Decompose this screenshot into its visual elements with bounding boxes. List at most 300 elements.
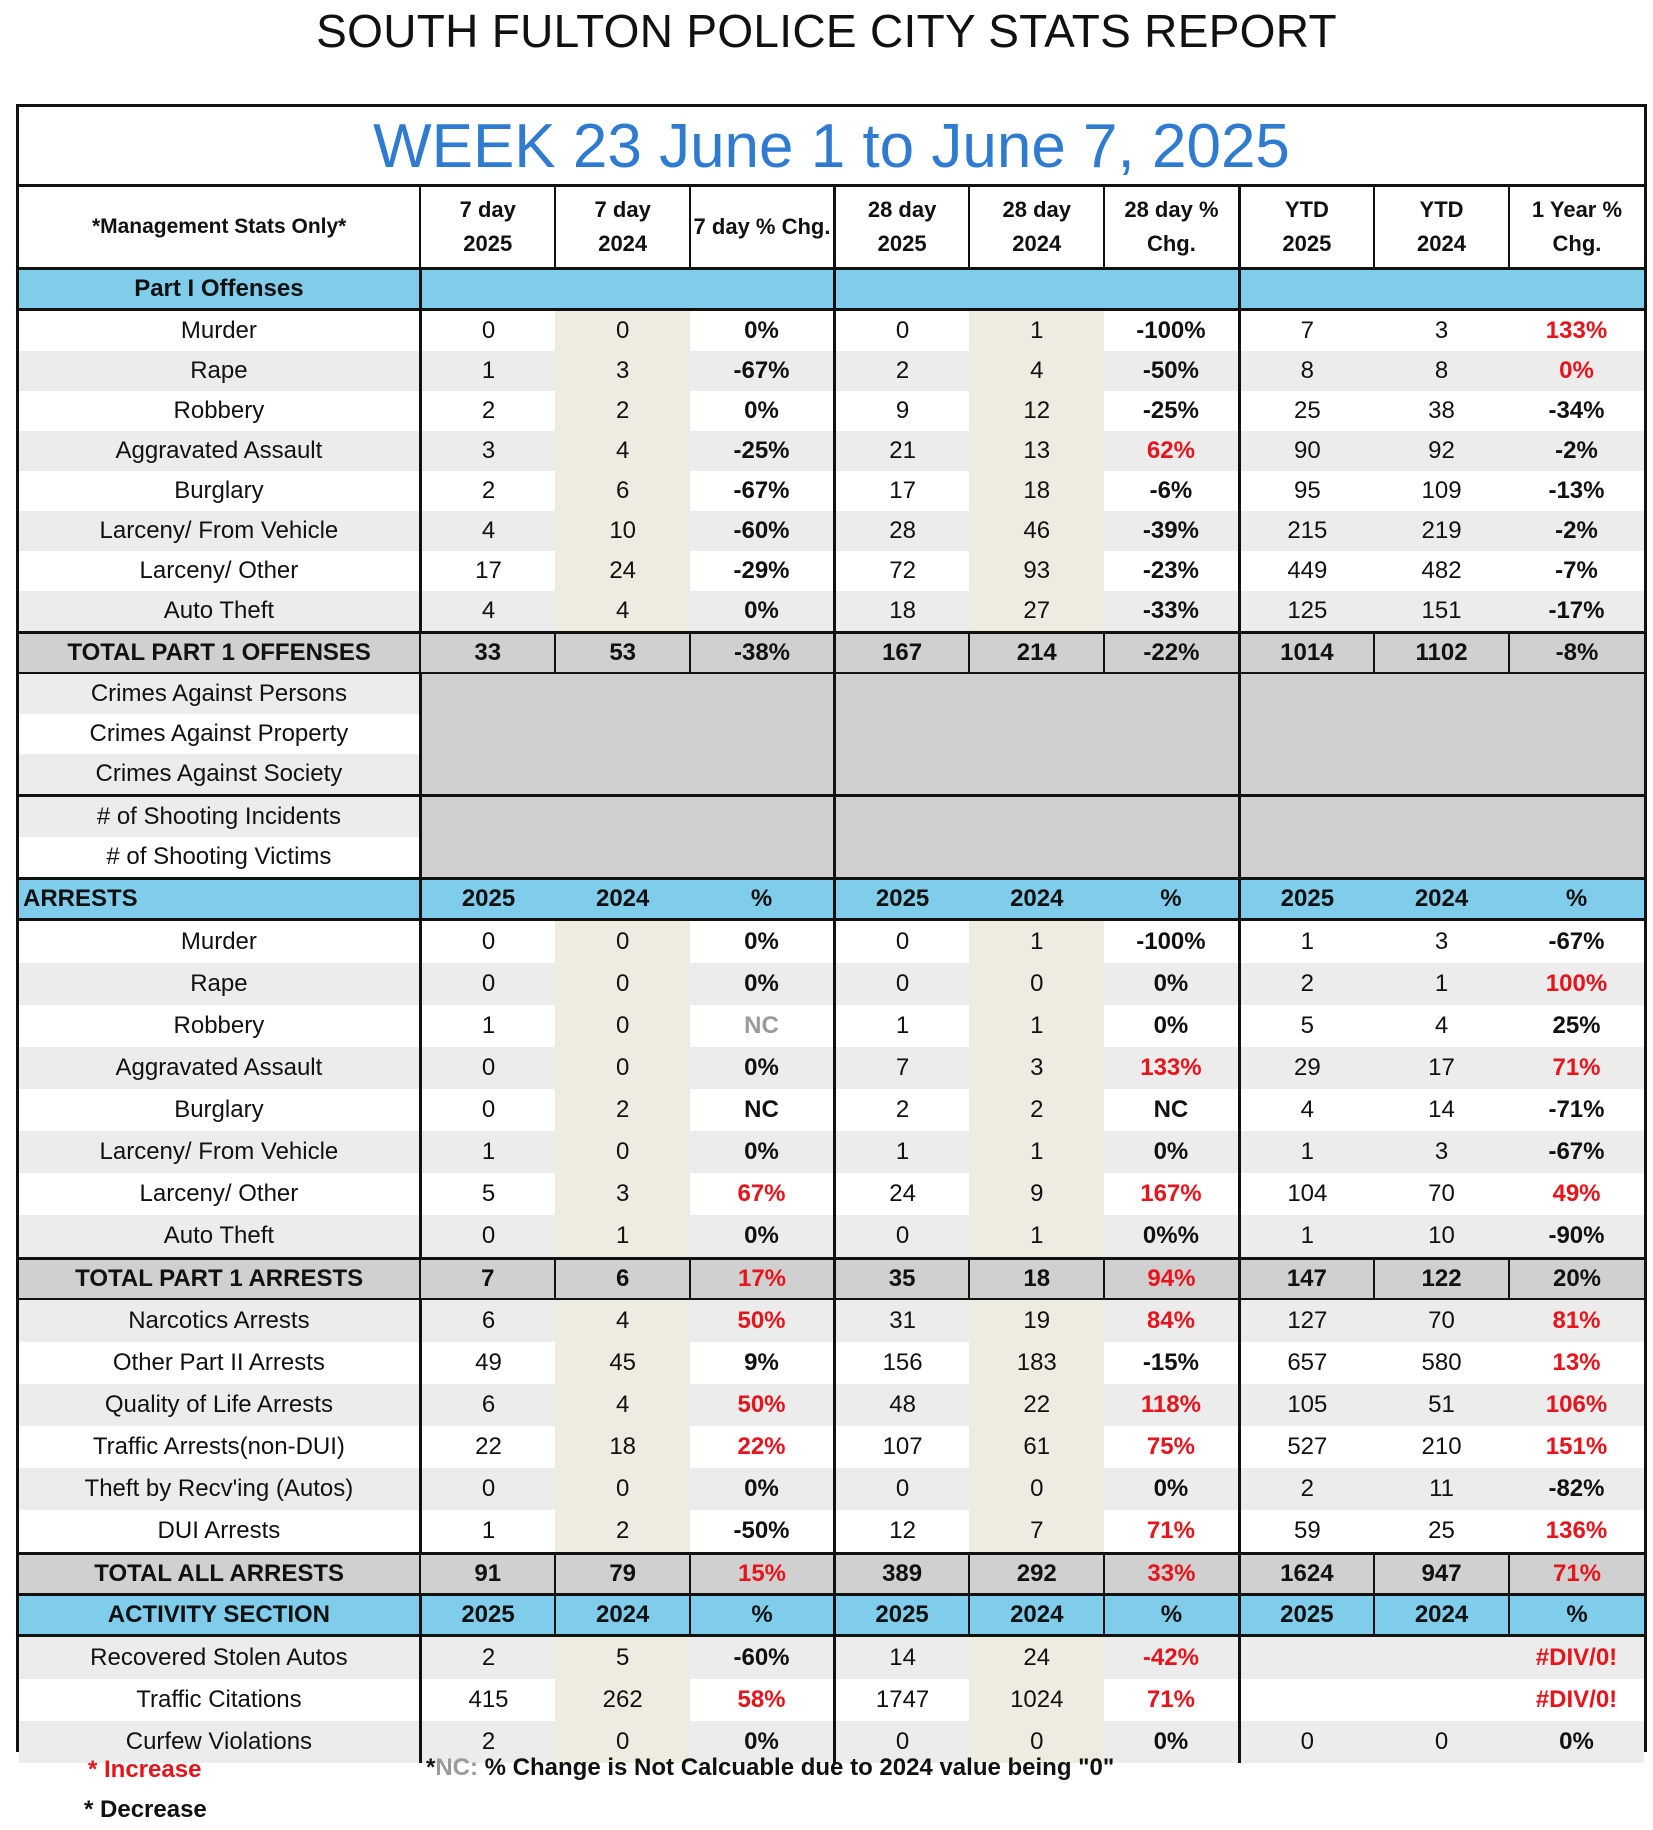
arrest-row-cell: 1 xyxy=(1374,963,1509,1005)
arrests-total-row-cell: 147 xyxy=(1239,1259,1374,1300)
part2-row-cell: 106% xyxy=(1509,1384,1644,1426)
arrest-row-cell: 0% xyxy=(690,920,834,964)
part2-row-cell: 151% xyxy=(1509,1426,1644,1468)
arrest-row xyxy=(19,1173,1644,1215)
offense-row-cell: 38 xyxy=(1374,391,1509,431)
arrest-row-cell: 0% xyxy=(1104,1005,1239,1047)
offense-row-cell: 8 xyxy=(1374,351,1509,391)
offense-row-cell: -2% xyxy=(1509,511,1644,551)
part2-row-cell: 0 xyxy=(834,1468,969,1510)
stats-table xyxy=(19,187,1644,1763)
arrest-row-cell: 14 xyxy=(1374,1089,1509,1131)
all-arrests-total-row-cell: 79 xyxy=(555,1554,690,1595)
offense-row-cell: 1 xyxy=(969,310,1104,352)
part2-row-cell: 0 xyxy=(555,1468,690,1510)
arrest-row-cell: 29 xyxy=(1239,1047,1374,1089)
arrest-row-cell: 1 xyxy=(1239,920,1374,964)
crimes-row xyxy=(19,673,1644,714)
offense-row-cell: -6% xyxy=(1104,471,1239,511)
header-col-line1: YTD xyxy=(1419,197,1464,222)
offense-row-cell: -50% xyxy=(1104,351,1239,391)
arrest-row xyxy=(19,1047,1644,1089)
legend-nc-note xyxy=(426,1754,1114,1782)
offense-row-cell: -7% xyxy=(1509,551,1644,591)
arrest-row-cell: 100% xyxy=(1509,963,1644,1005)
arrest-row-cell: 0%% xyxy=(1104,1215,1239,1259)
offense-row-cell: 4 xyxy=(420,511,555,551)
arrest-row-cell: 5 xyxy=(1239,1005,1374,1047)
part1-header-label: Part I Offenses xyxy=(19,269,420,310)
part1-total-row-cell: -8% xyxy=(1509,633,1644,674)
offense-row-cell: -2% xyxy=(1509,431,1644,471)
arrests-header-col: 2025 xyxy=(1239,879,1374,920)
arrest-row-cell: -100% xyxy=(1104,920,1239,964)
offense-row-cell: 72 xyxy=(834,551,969,591)
offense-row-cell: 10 xyxy=(555,511,690,551)
activity-header-col: 2025 xyxy=(1239,1595,1374,1636)
arrest-row-cell: 49% xyxy=(1509,1173,1644,1215)
activity-row-cell: -42% xyxy=(1104,1636,1239,1680)
part2-row xyxy=(19,1342,1644,1384)
offense-row-cell: 18 xyxy=(834,591,969,633)
offense-row-cell: 125 xyxy=(1239,591,1374,633)
arrest-row-label: Burglary xyxy=(19,1089,420,1131)
arrest-row-cell: 1 xyxy=(969,920,1104,964)
shooting-row xyxy=(19,796,1644,838)
header-col-line1: 1 Year % xyxy=(1531,197,1623,222)
header-col-line2: 2025 xyxy=(463,231,513,256)
offense-row-cell: 17 xyxy=(834,471,969,511)
arrests-total-row xyxy=(19,1259,1644,1300)
arrests-header-col: % xyxy=(690,879,834,920)
offense-row-cell: 21 xyxy=(834,431,969,471)
arrest-row-cell: 4 xyxy=(1239,1089,1374,1131)
shooting-row-label: # of Shooting Incidents xyxy=(19,796,420,838)
arrest-row-cell: 17 xyxy=(1374,1047,1509,1089)
arrest-row-cell: 167% xyxy=(1104,1173,1239,1215)
offense-row-cell: 0% xyxy=(690,591,834,633)
header-col xyxy=(969,187,1104,269)
offense-row-cell: -67% xyxy=(690,471,834,511)
offense-row-cell: 0 xyxy=(834,310,969,352)
offense-row-cell: 219 xyxy=(1374,511,1509,551)
part2-row-cell: 210 xyxy=(1374,1426,1509,1468)
part2-row-cell: 127 xyxy=(1239,1299,1374,1342)
part2-row-cell: 22% xyxy=(690,1426,834,1468)
offense-row-cell: 2 xyxy=(420,471,555,511)
arrest-row xyxy=(19,1215,1644,1259)
header-col-line1: 28 day xyxy=(1002,197,1071,222)
arrest-row-cell: 0 xyxy=(555,1131,690,1173)
activity-row-cell: 0% xyxy=(690,1721,834,1763)
offense-row-cell: -33% xyxy=(1104,591,1239,633)
activity-row-cell: 0 xyxy=(969,1721,1104,1763)
arrest-row-label: Robbery xyxy=(19,1005,420,1047)
arrest-row-cell: 25% xyxy=(1509,1005,1644,1047)
activity-header-col: % xyxy=(1509,1595,1644,1636)
activity-row-cell: 0 xyxy=(555,1721,690,1763)
arrest-row-label: Larceny/ From Vehicle xyxy=(19,1131,420,1173)
arrest-row-cell: 0 xyxy=(555,963,690,1005)
activity-row-cell: 5 xyxy=(555,1636,690,1680)
all-arrests-total-row-cell: 389 xyxy=(834,1554,969,1595)
activity-row-cell: 2 xyxy=(420,1636,555,1680)
all-arrests-total-row-cell: 292 xyxy=(969,1554,1104,1595)
part2-row xyxy=(19,1299,1644,1342)
offense-row-cell: -100% xyxy=(1104,310,1239,352)
arrests-header-col: % xyxy=(1509,879,1644,920)
activity-row-cell: 24 xyxy=(969,1636,1104,1680)
activity-header-col: 2024 xyxy=(969,1595,1104,1636)
header-col-line2: 2024 xyxy=(1417,231,1466,256)
offense-row-cell: 482 xyxy=(1374,551,1509,591)
offense-row xyxy=(19,391,1644,431)
all-arrests-total-row-cell: 33% xyxy=(1104,1554,1239,1595)
activity-header-label: ACTIVITY SECTION xyxy=(19,1595,420,1636)
arrest-row-cell: 0 xyxy=(555,1005,690,1047)
arrest-row-label: Aggravated Assault xyxy=(19,1047,420,1089)
header-col xyxy=(834,187,969,269)
arrests-total-row-cell: 6 xyxy=(555,1259,690,1300)
part2-row-cell: -15% xyxy=(1104,1342,1239,1384)
activity-row-cell: 58% xyxy=(690,1679,834,1721)
arrest-row-cell: 7 xyxy=(834,1047,969,1089)
shooting-row-label: # of Shooting Victims xyxy=(19,837,420,879)
part1-header-col xyxy=(555,269,690,310)
offense-row-label: Auto Theft xyxy=(19,591,420,633)
part1-header-col xyxy=(690,269,834,310)
offense-row-cell: 62% xyxy=(1104,431,1239,471)
arrest-row-cell: 0% xyxy=(690,1047,834,1089)
part1-header-col xyxy=(1239,269,1374,310)
offense-row xyxy=(19,351,1644,391)
stats-table-body xyxy=(19,187,1644,1763)
arrest-row-cell: 133% xyxy=(1104,1047,1239,1089)
part1-total-row-cell: 53 xyxy=(555,633,690,674)
offense-row-cell: -60% xyxy=(690,511,834,551)
header-col xyxy=(555,187,690,269)
arrest-row-cell: 0% xyxy=(1104,1131,1239,1173)
part1-total-row-cell: 33 xyxy=(420,633,555,674)
part2-row-cell: 580 xyxy=(1374,1342,1509,1384)
arrest-row-cell: 0% xyxy=(690,1215,834,1259)
part2-row-cell: 19 xyxy=(969,1299,1104,1342)
part2-row-cell: 11 xyxy=(1374,1468,1509,1510)
header-col xyxy=(1374,187,1509,269)
activity-row-cell: #DIV/0! xyxy=(1509,1636,1644,1680)
all-arrests-total-row xyxy=(19,1554,1644,1595)
arrests-total-row-cell: 35 xyxy=(834,1259,969,1300)
offense-row-cell: 2 xyxy=(555,391,690,431)
activity-row-label: Traffic Citations xyxy=(19,1679,420,1721)
activity-row xyxy=(19,1679,1644,1721)
arrests-header-col: 2024 xyxy=(1374,879,1509,920)
offense-row-cell: -25% xyxy=(1104,391,1239,431)
all-arrests-total-row-label: TOTAL ALL ARRESTS xyxy=(19,1554,420,1595)
arrest-row-cell: 24 xyxy=(834,1173,969,1215)
activity-row-cell: 0% xyxy=(1509,1721,1644,1763)
arrests-header-col: 2025 xyxy=(834,879,969,920)
arrest-row-cell: 1 xyxy=(834,1131,969,1173)
arrest-row-cell: 0 xyxy=(969,963,1104,1005)
part2-row-cell: 0 xyxy=(969,1468,1104,1510)
part2-row-cell: 1 xyxy=(420,1510,555,1554)
header-col-line1: 28 day xyxy=(867,197,937,222)
arrest-row-cell: 5 xyxy=(420,1173,555,1215)
arrests-header-col: % xyxy=(1104,879,1239,920)
part1-header-col xyxy=(420,269,555,310)
arrest-row-cell: 1 xyxy=(1239,1215,1374,1259)
part2-row-cell: 49 xyxy=(420,1342,555,1384)
part2-row-label: Theft by Recv'ing (Autos) xyxy=(19,1468,420,1510)
part1-header xyxy=(19,269,1644,310)
activity-row-cell: 2 xyxy=(420,1721,555,1763)
arrest-row-cell: 3 xyxy=(555,1173,690,1215)
activity-row-label: Curfew Violations xyxy=(19,1721,420,1763)
part2-row xyxy=(19,1510,1644,1554)
arrest-row-cell: 0 xyxy=(834,1215,969,1259)
offense-row-cell: 4 xyxy=(555,431,690,471)
arrests-header-col: 2024 xyxy=(969,879,1104,920)
offense-row-label: Burglary xyxy=(19,471,420,511)
all-arrests-total-row-cell: 15% xyxy=(690,1554,834,1595)
arrests-total-row-cell: 7 xyxy=(420,1259,555,1300)
offense-row-cell: 0 xyxy=(555,310,690,352)
arrests-total-row-cell: 17% xyxy=(690,1259,834,1300)
report-title: SOUTH FULTON POLICE CITY STATS REPORT xyxy=(316,5,1337,57)
arrest-row xyxy=(19,1131,1644,1173)
arrest-row-cell: 2 xyxy=(834,1089,969,1131)
arrest-row-cell: NC xyxy=(1104,1089,1239,1131)
arrest-row-cell: 1 xyxy=(969,1131,1104,1173)
activity-row-cell: 0% xyxy=(1104,1721,1239,1763)
part1-header-col xyxy=(969,269,1104,310)
crimes-row-block xyxy=(1239,673,1644,796)
offense-row-label: Robbery xyxy=(19,391,420,431)
offense-row-cell: -39% xyxy=(1104,511,1239,551)
arrest-row-cell: 4 xyxy=(1374,1005,1509,1047)
offense-row-cell: 1 xyxy=(420,351,555,391)
part2-row xyxy=(19,1468,1644,1510)
arrests-total-row-label: TOTAL PART 1 ARRESTS xyxy=(19,1259,420,1300)
part2-row-cell: 2 xyxy=(1239,1468,1374,1510)
part2-row-cell: 9% xyxy=(690,1342,834,1384)
offense-row xyxy=(19,591,1644,633)
part2-row-cell: 6 xyxy=(420,1299,555,1342)
activity-row xyxy=(19,1636,1644,1680)
activity-row-cell xyxy=(1374,1679,1509,1721)
part1-header-col xyxy=(834,269,969,310)
activity-header-col: % xyxy=(1104,1595,1239,1636)
activity-row-cell: 1747 xyxy=(834,1679,969,1721)
activity-row-cell: 0 xyxy=(1239,1721,1374,1763)
offense-row-cell: -17% xyxy=(1509,591,1644,633)
arrest-row-cell: 67% xyxy=(690,1173,834,1215)
part2-row-cell: 50% xyxy=(690,1299,834,1342)
part1-total-row-cell: 167 xyxy=(834,633,969,674)
offense-row-cell: 4 xyxy=(420,591,555,633)
part2-row-cell: 84% xyxy=(1104,1299,1239,1342)
arrest-row-cell: 0 xyxy=(834,920,969,964)
offense-row-cell: 25 xyxy=(1239,391,1374,431)
part2-row-cell: 13% xyxy=(1509,1342,1644,1384)
offense-row-cell: 7 xyxy=(1239,310,1374,352)
part2-row-cell: 4 xyxy=(555,1384,690,1426)
arrest-row-cell: 70 xyxy=(1374,1173,1509,1215)
crimes-row-label: Crimes Against Society xyxy=(19,754,420,796)
arrest-row-cell: 0 xyxy=(420,1215,555,1259)
part2-row-cell: 0 xyxy=(420,1468,555,1510)
part1-total-row xyxy=(19,633,1644,674)
part2-row-label: Quality of Life Arrests xyxy=(19,1384,420,1426)
activity-row-cell: 71% xyxy=(1104,1679,1239,1721)
part2-row-cell: 81% xyxy=(1509,1299,1644,1342)
offense-row-cell: -13% xyxy=(1509,471,1644,511)
activity-row-cell: 0 xyxy=(1374,1721,1509,1763)
offense-row-cell: 109 xyxy=(1374,471,1509,511)
arrest-row-cell: 0 xyxy=(555,1047,690,1089)
shooting-row-block xyxy=(420,796,834,879)
header-row xyxy=(19,187,1644,269)
activity-row-cell: 262 xyxy=(555,1679,690,1721)
arrest-row-cell: 0 xyxy=(420,1047,555,1089)
activity-header-col: % xyxy=(690,1595,834,1636)
crimes-row-block xyxy=(420,673,834,796)
offense-row-cell: 95 xyxy=(1239,471,1374,511)
all-arrests-total-row-cell: 1624 xyxy=(1239,1554,1374,1595)
arrests-total-row-cell: 94% xyxy=(1104,1259,1239,1300)
offense-row-cell: 28 xyxy=(834,511,969,551)
offense-row-label: Rape xyxy=(19,351,420,391)
offense-row-cell: 2 xyxy=(834,351,969,391)
all-arrests-total-row-cell: 91 xyxy=(420,1554,555,1595)
arrest-row-cell: 1 xyxy=(834,1005,969,1047)
offense-row-label: Larceny/ From Vehicle xyxy=(19,511,420,551)
shooting-row-block xyxy=(1239,796,1644,879)
activity-row-label: Recovered Stolen Autos xyxy=(19,1636,420,1680)
offense-row-cell: 4 xyxy=(555,591,690,633)
part1-total-row-cell: -22% xyxy=(1104,633,1239,674)
activity-row-cell: 14 xyxy=(834,1636,969,1680)
header-col-line1: 28 day % xyxy=(1124,197,1219,222)
legend-nc-star: * xyxy=(426,1754,436,1781)
offense-row-cell: 92 xyxy=(1374,431,1509,471)
offense-row-label: Murder xyxy=(19,310,420,352)
arrests-header-label: ARRESTS xyxy=(19,879,420,920)
part2-row-cell: 75% xyxy=(1104,1426,1239,1468)
part2-row-cell: 0% xyxy=(1104,1468,1239,1510)
all-arrests-total-row-cell: 71% xyxy=(1509,1554,1644,1595)
legend-nc-text: % Change is Not Calcuable due to 2024 value being "0" xyxy=(478,1754,1115,1781)
offense-row xyxy=(19,551,1644,591)
offense-row-cell: 133% xyxy=(1509,310,1644,352)
offense-row-cell: 93 xyxy=(969,551,1104,591)
activity-row-cell: #DIV/0! xyxy=(1509,1679,1644,1721)
crimes-row-block xyxy=(834,673,1239,796)
part2-row-cell: 156 xyxy=(834,1342,969,1384)
offense-row xyxy=(19,471,1644,511)
arrest-row-cell: -67% xyxy=(1509,1131,1644,1173)
offense-row-cell: -34% xyxy=(1509,391,1644,431)
offense-row xyxy=(19,431,1644,471)
activity-header xyxy=(19,1595,1644,1636)
offense-row-cell: 3 xyxy=(1374,310,1509,352)
activity-header-col: 2024 xyxy=(1374,1595,1509,1636)
part2-row-cell: 31 xyxy=(834,1299,969,1342)
part2-row-cell: 22 xyxy=(969,1384,1104,1426)
activity-header-col: 2025 xyxy=(834,1595,969,1636)
stats-sheet xyxy=(16,104,1647,1755)
offense-row-cell: -25% xyxy=(690,431,834,471)
part2-row-label: Traffic Arrests(non-DUI) xyxy=(19,1426,420,1468)
header-col xyxy=(420,187,555,269)
activity-row-cell: -60% xyxy=(690,1636,834,1680)
legend-nc-tag: NC: xyxy=(435,1754,478,1781)
part2-row-cell: -50% xyxy=(690,1510,834,1554)
offense-row-cell: 8 xyxy=(1239,351,1374,391)
offense-row-cell: -23% xyxy=(1104,551,1239,591)
arrest-row-cell: 0% xyxy=(690,963,834,1005)
part2-row-cell: 12 xyxy=(834,1510,969,1554)
offense-row-cell: 0 xyxy=(420,310,555,352)
part2-row xyxy=(19,1426,1644,1468)
offense-row xyxy=(19,511,1644,551)
offense-row-label: Aggravated Assault xyxy=(19,431,420,471)
arrest-row-cell: -71% xyxy=(1509,1089,1644,1131)
part2-row-cell: 48 xyxy=(834,1384,969,1426)
offense-row-cell: 449 xyxy=(1239,551,1374,591)
arrest-row-cell: 2 xyxy=(1239,963,1374,1005)
arrest-row-cell: 1 xyxy=(420,1131,555,1173)
arrest-row-cell: NC xyxy=(690,1089,834,1131)
shooting-row-block xyxy=(834,796,1239,879)
part2-row-cell: 0% xyxy=(690,1468,834,1510)
header-col-line2: Chg. xyxy=(1552,231,1602,256)
arrest-row-cell: 9 xyxy=(969,1173,1104,1215)
all-arrests-total-row-cell: 947 xyxy=(1374,1554,1509,1595)
arrest-row-cell: 0 xyxy=(555,920,690,964)
header-col-line2: Chg. xyxy=(1146,231,1196,256)
arrests-header-col: 2024 xyxy=(555,879,690,920)
header-col xyxy=(690,187,834,269)
offense-row-cell: 24 xyxy=(555,551,690,591)
arrests-header-col: 2025 xyxy=(420,879,555,920)
offense-row-cell: 215 xyxy=(1239,511,1374,551)
part2-row-cell: 118% xyxy=(1104,1384,1239,1426)
header-col-line1: 7 day xyxy=(594,197,651,222)
arrest-row-cell: 104 xyxy=(1239,1173,1374,1215)
arrest-row-cell: -90% xyxy=(1509,1215,1644,1259)
legend-decrease: * Decrease xyxy=(84,1796,207,1823)
offense-row-cell: 13 xyxy=(969,431,1104,471)
header-col xyxy=(1239,187,1374,269)
offense-row-cell: 4 xyxy=(969,351,1104,391)
offense-row-cell: 0% xyxy=(1509,351,1644,391)
activity-row-cell: 0 xyxy=(834,1721,969,1763)
activity-row-cell xyxy=(1239,1636,1374,1680)
part2-row-cell: 59 xyxy=(1239,1510,1374,1554)
part2-row-cell: 105 xyxy=(1239,1384,1374,1426)
part2-row-cell: 7 xyxy=(969,1510,1104,1554)
offense-row-cell: -29% xyxy=(690,551,834,591)
arrest-row-cell: 1 xyxy=(1239,1131,1374,1173)
part1-total-row-label: TOTAL PART 1 OFFENSES xyxy=(19,633,420,674)
arrest-row-label: Murder xyxy=(19,920,420,964)
offense-row xyxy=(19,310,1644,352)
arrests-total-row-cell: 122 xyxy=(1374,1259,1509,1300)
arrest-row-cell: 10 xyxy=(1374,1215,1509,1259)
offense-row-cell: 6 xyxy=(555,471,690,511)
